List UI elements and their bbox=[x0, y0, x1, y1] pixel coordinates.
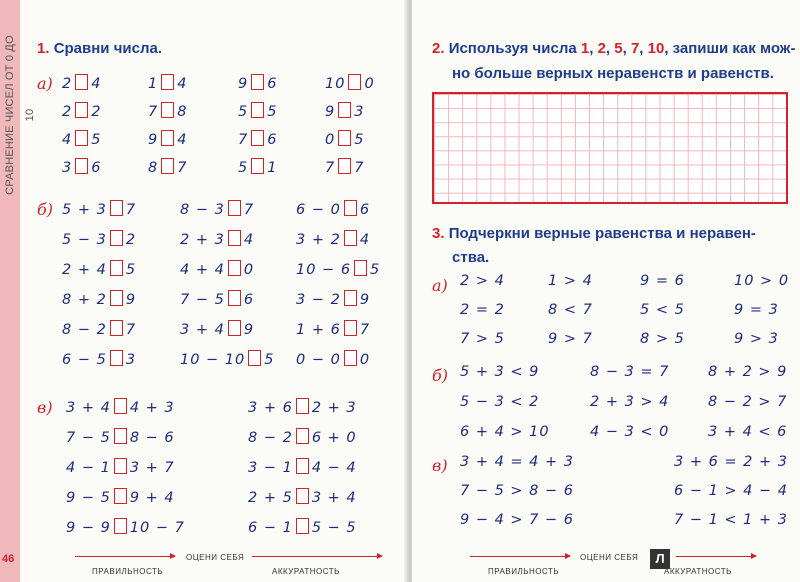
left-operand: 5 bbox=[238, 104, 249, 120]
part-b-letter: б) bbox=[432, 366, 449, 385]
right-operand: 5 − 5 bbox=[311, 520, 357, 536]
part-a-letter: а) bbox=[432, 276, 448, 295]
right-operand: 0 bbox=[243, 262, 255, 278]
answer-box[interactable] bbox=[344, 230, 357, 246]
right-operand: 7 bbox=[125, 322, 137, 338]
comparison-item bbox=[180, 290, 254, 308]
statement[interactable]: 8 < 7 bbox=[548, 302, 593, 318]
comparison-item bbox=[296, 230, 370, 248]
right-operand: 8 bbox=[177, 104, 188, 120]
right-operand: 9 + 4 bbox=[129, 490, 175, 506]
answer-box[interactable] bbox=[344, 350, 357, 366]
answer-box[interactable] bbox=[338, 130, 351, 146]
statement[interactable]: 5 < 5 bbox=[640, 302, 685, 318]
right-operand: 10 − 7 bbox=[129, 520, 185, 536]
comparison-item bbox=[66, 488, 175, 506]
right-operand: 4 bbox=[243, 232, 255, 248]
statement[interactable]: 7 − 1 < 1 + 3 bbox=[674, 512, 789, 528]
number-10: 10 bbox=[647, 40, 665, 57]
comparison-item bbox=[248, 458, 357, 476]
right-operand: 6 bbox=[91, 160, 102, 176]
comparison-item bbox=[180, 230, 254, 248]
left-operand: 9 − 5 bbox=[66, 490, 111, 506]
comparison-item bbox=[238, 158, 277, 176]
part-b-letter: б) bbox=[37, 200, 54, 219]
answer-box[interactable] bbox=[296, 458, 309, 474]
right-operand: 6 bbox=[267, 76, 278, 92]
right-operand: 2 bbox=[125, 232, 137, 248]
number-1: 1 bbox=[580, 40, 590, 57]
right-operand: 2 + 3 bbox=[311, 400, 357, 416]
answer-box[interactable] bbox=[296, 488, 309, 504]
statement[interactable]: 3 + 4 = 4 + 3 bbox=[460, 454, 575, 470]
left-operand: 4 − 1 bbox=[66, 460, 111, 476]
comparison-item bbox=[62, 74, 101, 92]
statement[interactable]: 8 − 2 > 7 bbox=[708, 394, 788, 410]
answer-box[interactable] bbox=[296, 398, 309, 414]
statement[interactable]: 6 − 1 > 4 − 4 bbox=[674, 483, 789, 499]
answer-box[interactable] bbox=[110, 290, 123, 306]
left-operand: 7 bbox=[325, 160, 336, 176]
answer-box[interactable] bbox=[75, 158, 88, 174]
footer-self-check: ОЦЕНИ СЕБЯ bbox=[580, 553, 639, 562]
left-operand: 2 + 5 bbox=[248, 490, 293, 506]
right-operand: 5 bbox=[264, 352, 275, 368]
answer-box[interactable] bbox=[228, 290, 241, 306]
footer-correctness: ПРАВИЛЬНОСТЬ bbox=[92, 567, 164, 576]
left-operand: 4 + 4 bbox=[180, 262, 225, 278]
left-operand: 5 − 3 bbox=[62, 232, 107, 248]
statement[interactable]: 2 = 2 bbox=[460, 302, 505, 318]
left-operand: 9 − 9 bbox=[66, 520, 111, 536]
answer-box[interactable] bbox=[114, 398, 127, 414]
left-operand: 2 + 4 bbox=[62, 262, 107, 278]
answer-box[interactable] bbox=[161, 158, 174, 174]
answer-box[interactable] bbox=[110, 200, 123, 216]
statement[interactable]: 5 − 3 < 2 bbox=[460, 394, 540, 410]
left-operand: 6 − 5 bbox=[62, 352, 107, 368]
left-operand: 8 − 2 bbox=[248, 430, 293, 446]
statement[interactable]: 4 − 3 < 0 bbox=[590, 424, 670, 440]
right-operand: 7 bbox=[177, 160, 188, 176]
left-operand: 1 + 6 bbox=[296, 322, 341, 338]
right-operand: 6 + 0 bbox=[311, 430, 357, 446]
left-operand: 9 bbox=[325, 104, 336, 120]
answer-box[interactable] bbox=[338, 158, 351, 174]
right-operand: 6 bbox=[243, 292, 255, 308]
comparison-item bbox=[296, 200, 370, 218]
answer-box[interactable] bbox=[248, 350, 261, 366]
comparison-item bbox=[180, 200, 254, 218]
answer-box[interactable] bbox=[110, 320, 123, 336]
number-2: 2 bbox=[597, 40, 606, 57]
right-operand: 3 + 4 bbox=[311, 490, 357, 506]
comparison-item bbox=[66, 458, 175, 476]
answer-box[interactable] bbox=[228, 230, 241, 246]
statement[interactable]: 3 + 6 = 2 + 3 bbox=[674, 454, 789, 470]
number-7: 7 bbox=[630, 40, 640, 57]
comparison-item bbox=[238, 130, 277, 148]
part-v-letter: в) bbox=[37, 398, 53, 417]
publisher-logo: Л bbox=[650, 549, 670, 569]
left-operand: 3 + 4 bbox=[180, 322, 225, 338]
footer-arrow-right bbox=[676, 556, 756, 557]
number-5: 5 bbox=[614, 40, 623, 57]
footer-neatness: АККУРАТНОСТЬ bbox=[272, 567, 340, 576]
left-operand: 4 bbox=[62, 132, 73, 148]
comparison-item bbox=[66, 518, 185, 536]
statement[interactable]: 9 = 6 bbox=[640, 273, 685, 289]
right-operand: 5 bbox=[370, 262, 381, 278]
answer-grid[interactable] bbox=[432, 92, 788, 204]
right-operand: 7 bbox=[359, 322, 371, 338]
statement[interactable]: 1 > 4 bbox=[548, 273, 593, 289]
answer-box[interactable] bbox=[114, 518, 127, 534]
comparison-item bbox=[62, 102, 101, 120]
statement[interactable]: 7 − 5 > 8 − 6 bbox=[460, 483, 575, 499]
statement[interactable]: 8 > 5 bbox=[640, 331, 685, 347]
task-3-line2: ства. bbox=[452, 249, 490, 266]
right-operand: 5 bbox=[125, 262, 137, 278]
left-operand: 3 bbox=[62, 160, 73, 176]
page-number: 46 bbox=[2, 553, 15, 565]
left-operand: 5 bbox=[238, 160, 249, 176]
left-operand: 0 − 0 bbox=[296, 352, 341, 368]
right-operand: 7 bbox=[125, 202, 137, 218]
right-operand: 6 bbox=[267, 132, 278, 148]
left-operand: 8 bbox=[148, 160, 159, 176]
left-operand: 8 + 2 bbox=[62, 292, 107, 308]
comparison-item bbox=[180, 320, 254, 338]
answer-box[interactable] bbox=[344, 290, 357, 306]
comparison-item bbox=[238, 74, 277, 92]
comparison-item bbox=[248, 428, 357, 446]
left-operand: 2 bbox=[62, 76, 73, 92]
comparison-item bbox=[62, 290, 136, 308]
right-operand: 3 + 7 bbox=[129, 460, 175, 476]
right-operand: 9 bbox=[243, 322, 255, 338]
comparison-item bbox=[148, 74, 187, 92]
comparison-item bbox=[62, 260, 136, 278]
left-operand: 3 + 6 bbox=[248, 400, 293, 416]
right-operand: 0 bbox=[359, 352, 371, 368]
right-operand: 4 bbox=[177, 76, 188, 92]
task-1-title: Сравни числа. bbox=[53, 40, 163, 57]
task-2-line2: но больше верных неравенств и равенств. bbox=[452, 65, 774, 82]
comparison-item bbox=[325, 158, 364, 176]
comparison-item bbox=[296, 260, 380, 278]
answer-box[interactable] bbox=[110, 350, 123, 366]
comparison-item bbox=[62, 320, 136, 338]
left-operand: 7 − 5 bbox=[180, 292, 225, 308]
footer-arrow-left bbox=[470, 556, 570, 557]
comparison-item bbox=[325, 74, 375, 92]
left-operand: 10 bbox=[325, 76, 346, 92]
left-operand: 2 + 3 bbox=[180, 232, 225, 248]
right-operand: 3 bbox=[354, 104, 365, 120]
statement[interactable]: 2 + 3 > 4 bbox=[590, 394, 670, 410]
left-operand: 9 bbox=[148, 132, 159, 148]
left-operand: 8 − 3 bbox=[180, 202, 225, 218]
answer-box[interactable] bbox=[354, 260, 367, 276]
statement[interactable]: 10 > 0 bbox=[734, 273, 790, 289]
task-2-heading: 2. Используя числа 1, 2, 5, 7, 10, запиши как мож- bbox=[432, 40, 796, 57]
footer-arrow-right bbox=[252, 556, 382, 557]
statement[interactable]: 9 > 3 bbox=[734, 331, 779, 347]
right-operand: 5 bbox=[354, 132, 365, 148]
left-operand: 3 + 2 bbox=[296, 232, 341, 248]
left-operand: 7 bbox=[148, 104, 159, 120]
answer-box[interactable] bbox=[75, 74, 88, 90]
statement[interactable]: 8 + 2 > 9 bbox=[708, 364, 788, 380]
right-operand: 9 bbox=[359, 292, 371, 308]
statement[interactable]: 9 > 7 bbox=[548, 331, 593, 347]
left-operand: 2 bbox=[62, 104, 73, 120]
left-operand: 8 − 2 bbox=[62, 322, 107, 338]
comparison-item bbox=[325, 102, 364, 120]
right-operand: 4 + 3 bbox=[129, 400, 175, 416]
comparison-item bbox=[148, 130, 187, 148]
right-operand: 2 bbox=[91, 104, 102, 120]
right-operand: 4 bbox=[359, 232, 371, 248]
comparison-item bbox=[66, 398, 175, 416]
comparison-item bbox=[180, 350, 275, 368]
left-operand: 10 − 10 bbox=[180, 352, 246, 368]
left-operand: 6 − 1 bbox=[248, 520, 293, 536]
comparison-item bbox=[62, 350, 136, 368]
comparison-item bbox=[248, 398, 357, 416]
answer-box[interactable] bbox=[228, 200, 241, 216]
footer-neatness: АККУРАТНОСТЬ bbox=[664, 567, 732, 576]
comparison-item bbox=[296, 350, 370, 368]
answer-box[interactable] bbox=[296, 428, 309, 444]
footer-correctness: ПРАВИЛЬНОСТЬ bbox=[488, 567, 560, 576]
statement[interactable]: 6 + 4 > 10 bbox=[460, 424, 550, 440]
left-operand: 3 − 2 bbox=[296, 292, 341, 308]
answer-box[interactable] bbox=[161, 102, 174, 118]
comparison-item bbox=[296, 290, 370, 308]
right-operand: 5 bbox=[91, 132, 102, 148]
answer-box[interactable] bbox=[251, 74, 264, 90]
right-operand: 4 bbox=[177, 132, 188, 148]
answer-box[interactable] bbox=[296, 518, 309, 534]
answer-box[interactable] bbox=[344, 200, 357, 216]
task-3-heading: 3. Подчеркни верные равенства и неравен- bbox=[432, 225, 756, 242]
right-operand: 7 bbox=[354, 160, 365, 176]
answer-box[interactable] bbox=[251, 102, 264, 118]
right-operand: 0 bbox=[364, 76, 375, 92]
comparison-item bbox=[238, 102, 277, 120]
part-a-letter: а) bbox=[37, 74, 53, 93]
right-operand: 9 bbox=[125, 292, 137, 308]
right-operand: 1 bbox=[267, 160, 278, 176]
right-operand: 3 bbox=[125, 352, 137, 368]
comparison-item bbox=[148, 102, 187, 120]
answer-box[interactable] bbox=[75, 102, 88, 118]
statement[interactable]: 9 = 3 bbox=[734, 302, 779, 318]
right-operand: 4 − 4 bbox=[311, 460, 357, 476]
statement[interactable]: 3 + 4 < 6 bbox=[708, 424, 788, 440]
answer-box[interactable] bbox=[161, 130, 174, 146]
footer-self-check: ОЦЕНИ СЕБЯ bbox=[186, 553, 245, 562]
left-operand: 3 − 1 bbox=[248, 460, 293, 476]
answer-box[interactable] bbox=[114, 488, 127, 504]
left-operand: 3 + 4 bbox=[66, 400, 111, 416]
comparison-item bbox=[248, 518, 357, 536]
answer-box[interactable] bbox=[344, 320, 357, 336]
answer-box[interactable] bbox=[161, 74, 174, 90]
statement[interactable]: 2 > 4 bbox=[460, 273, 505, 289]
answer-box[interactable] bbox=[338, 102, 351, 118]
answer-box[interactable] bbox=[228, 320, 241, 336]
right-operand: 8 − 6 bbox=[129, 430, 175, 446]
comparison-item bbox=[62, 130, 101, 148]
answer-box[interactable] bbox=[114, 428, 127, 444]
right-operand: 4 bbox=[91, 76, 102, 92]
comparison-item bbox=[325, 130, 364, 148]
statement[interactable]: 9 − 4 > 7 − 6 bbox=[460, 512, 575, 528]
statement[interactable]: 5 + 3 < 9 bbox=[460, 364, 540, 380]
left-operand: 6 − 0 bbox=[296, 202, 341, 218]
answer-box[interactable] bbox=[110, 230, 123, 246]
task-1-heading: 1. Сравни числа. bbox=[37, 40, 163, 57]
right-page bbox=[412, 0, 800, 582]
right-operand: 5 bbox=[267, 104, 278, 120]
statement[interactable]: 8 − 3 = 7 bbox=[590, 364, 670, 380]
right-operand: 6 bbox=[359, 202, 371, 218]
statement[interactable]: 7 > 5 bbox=[460, 331, 505, 347]
answer-box[interactable] bbox=[114, 458, 127, 474]
answer-box[interactable] bbox=[251, 130, 264, 146]
comparison-item bbox=[62, 158, 101, 176]
comparison-item bbox=[296, 320, 370, 338]
left-operand: 1 bbox=[148, 76, 159, 92]
comparison-item bbox=[248, 488, 357, 506]
side-title: СРАВНЕНИЕ ЧИСЕЛ ОТ 0 ДО 10 bbox=[4, 35, 36, 195]
comparison-item bbox=[66, 428, 175, 446]
comparison-item bbox=[62, 200, 136, 218]
answer-box[interactable] bbox=[110, 260, 123, 276]
answer-box[interactable] bbox=[251, 158, 264, 174]
answer-box[interactable] bbox=[228, 260, 241, 276]
answer-box[interactable] bbox=[75, 130, 88, 146]
side-tab bbox=[0, 0, 36, 582]
left-operand: 9 bbox=[238, 76, 249, 92]
left-operand: 7 − 5 bbox=[66, 430, 111, 446]
comparison-item bbox=[148, 158, 187, 176]
comparison-item bbox=[62, 230, 136, 248]
comparison-item bbox=[180, 260, 254, 278]
answer-box[interactable] bbox=[348, 74, 361, 90]
right-operand: 7 bbox=[243, 202, 255, 218]
left-operand: 7 bbox=[238, 132, 249, 148]
footer-arrow-left bbox=[75, 556, 175, 557]
left-operand: 5 + 3 bbox=[62, 202, 107, 218]
left-operand: 0 bbox=[325, 132, 336, 148]
left-operand: 10 − 6 bbox=[296, 262, 352, 278]
part-v-letter: в) bbox=[432, 456, 448, 475]
